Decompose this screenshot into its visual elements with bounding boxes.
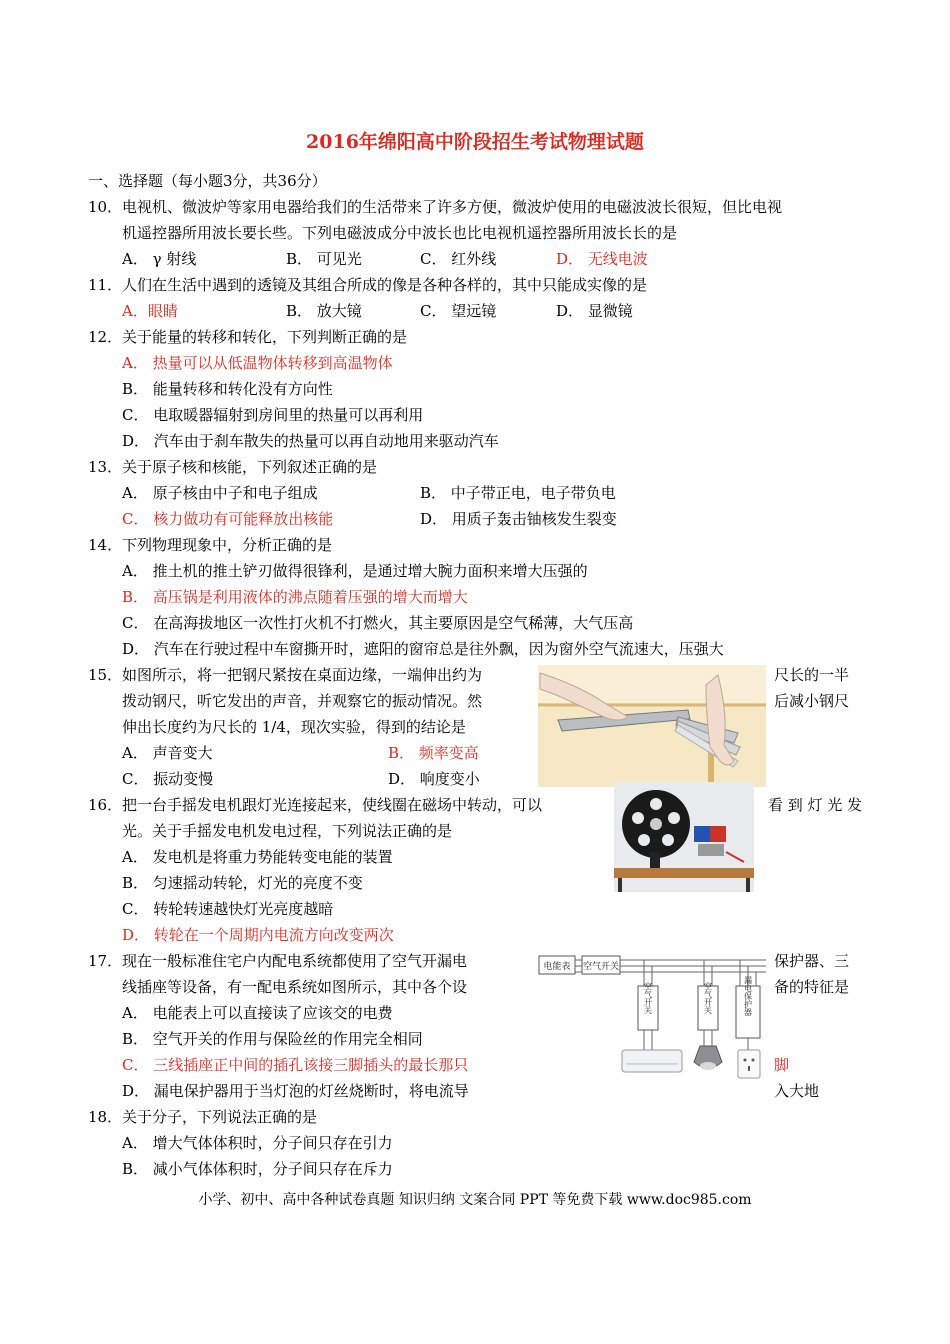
stem-line: 人们在生活中遇到的透镜及其组合所成的像是各种各样的，其中只能成实像的是 (122, 276, 648, 294)
option-a: A． γ 射线 (122, 250, 197, 268)
question-13-stem (88, 456, 377, 478)
question-number: 10． (88, 198, 123, 216)
question-11-stem (88, 274, 647, 296)
option-a: A． 电能表上可以直接读了应该交的电费 (122, 1004, 393, 1022)
option-c-answer: C． 核力做功有可能释放出核能 (122, 510, 334, 528)
option-b-answer: B． 高压锅是利用液体的沸点随着压强的增大而增大 (122, 588, 468, 606)
stem-line-continued: 备的特征是 (774, 978, 850, 996)
option-b: B． 减小气体体积时，分子间只存在斥力 (122, 1160, 393, 1178)
option-b: B． 匀速摇动转轮，灯光的亮度不变 (122, 874, 363, 892)
stem-line: 如图所示，将一把钢尺紧按在桌面边缘，一端伸出约为 (122, 666, 483, 684)
option-d: D． 用质子轰击铀核发生裂变 (420, 510, 617, 528)
option-b: B． 空气开关的作用与保险丝的作用完全相同 (122, 1030, 423, 1048)
question-14-stem (88, 534, 332, 556)
option-b: B． 中子带正电，电子带负电 (420, 484, 616, 502)
option-b: B． 能量转移和转化没有方向性 (122, 380, 333, 398)
page-footer: 小学、初中、高中各种试卷真题 知识归纳 文案合同 PPT 等免费下载 www.doc985.com (198, 1192, 752, 1208)
stem-line: 线插座等设备，有一配电系统如图所示，其中各个设 (122, 978, 468, 996)
question-17-stem (88, 950, 467, 972)
option-b: B． 放大镜 (286, 302, 362, 320)
option-d: D． 响度变小 (388, 770, 480, 788)
option-c: C． 转轮转速越快灯光亮度越暗 (122, 900, 334, 918)
option-d-continued: 入大地 (774, 1082, 820, 1100)
stem-line-continued: 看 到 灯 光 发 (768, 796, 863, 814)
stem-line-continued: 保护器、三 (774, 952, 850, 970)
stem-line: 关于原子核和核能，下列叙述正确的是 (122, 458, 378, 476)
switch-2-label: 空气开关 (703, 982, 713, 1014)
option-c: C． 电取暖器辐射到房间里的热量可以再利用 (122, 406, 424, 424)
page-title: 2016年绵阳高中阶段招生考试物理试题 (306, 131, 644, 153)
question-number: 16． (88, 796, 123, 814)
stem-line: 伸出长度约为尺长的 1/4，现次实验，得到的结论是 (122, 718, 466, 736)
option-d: D． 汽车由于刹车散失的热量可以再自动地用来驱动汽车 (122, 432, 499, 450)
option-a: A． 发电机是将重力势能转变电能的装置 (122, 848, 393, 866)
question-18-stem (88, 1106, 317, 1128)
circuit-diagram (538, 946, 770, 1084)
option-c: C． 振动变慢 (122, 770, 214, 788)
stem-line-continued: 尺长的一半 (774, 666, 850, 684)
option-c: C． 望远镜 (420, 302, 497, 320)
question-number: 15． (88, 666, 123, 684)
option-d: D． 汽车在行驶过程中车窗撕开时，遮阳的窗帘总是往外飘，因为窗外空气流速大，压强大 (122, 640, 724, 658)
option-d-answer: D． 无线电波 (556, 250, 648, 268)
stem-line-continued: 后减小钢尺 (774, 692, 850, 710)
meter-label: 电能表 (543, 962, 571, 972)
stem-line: 下列物理现象中，分析正确的是 (122, 536, 333, 554)
switch-1-label: 空气开关 (643, 982, 653, 1014)
stem-line: 现在一般标准住宅户内配电系统都使用了空气开漏电 (122, 952, 468, 970)
option-a-answer: A． 热量可以从低温物体转移到高温物体 (122, 354, 393, 372)
option-c: C． 红外线 (420, 250, 497, 268)
stem-line: 电视机、微波炉等家用电器给我们的生活带来了许多方便，微波炉使用的电磁波波长很短，但比电视 (122, 198, 783, 216)
question-number: 11． (88, 276, 123, 294)
stem-line: 拨动钢尺，听它发出的声音，并观察它的振动情况。然 (122, 692, 483, 710)
question-number: 13． (88, 458, 123, 476)
option-a: A． 增大气体体积时，分子间只存在引力 (122, 1134, 393, 1152)
option-d-answer: D． 转轮在一个周期内电流方向改变两次 (122, 926, 394, 944)
option-b: B． 可见光 (286, 250, 362, 268)
question-16-stem (88, 794, 542, 816)
stem-line: 把一台手摇发电机跟灯光连接起来，使线圈在磁场中转动，可以 (122, 796, 543, 814)
option-b-answer: B． 频率变高 (388, 744, 479, 762)
main-switch-label: 空气开关 (582, 962, 620, 972)
stem-line: 关于能量的转移和转化，下列判断正确的是 (122, 328, 408, 346)
option-a-answer: A．眼睛 (122, 302, 178, 320)
question-10-stem (88, 196, 782, 218)
stem-line: 光。关于手摇发电机发电过程，下列说法正确的是 (122, 822, 453, 840)
stem-line: 关于分子，下列说法正确的是 (122, 1108, 318, 1126)
question-number: 18． (88, 1108, 123, 1126)
option-a: A． 推土机的推土铲刃做得很锋利，是通过增大腕力面积来增大压强的 (122, 562, 588, 580)
option-d: D． 漏电保护器用于当灯泡的灯丝烧断时，将电流导 (122, 1082, 469, 1100)
option-a: A． 原子核由中子和电子组成 (122, 484, 318, 502)
option-c-answer-continued: 脚 (774, 1056, 790, 1074)
generator-photo (614, 782, 754, 892)
question-15-stem (88, 664, 482, 686)
question-number: 12． (88, 328, 123, 346)
option-c: C． 在高海拔地区一次性打火机不打燃火，其主要原因是空气稀薄，大气压高 (122, 614, 634, 632)
ruler-photo (538, 665, 766, 787)
option-a: A． 声音变大 (122, 744, 213, 762)
option-d: D． 显微镜 (556, 302, 633, 320)
option-c-answer: C． 三线插座正中间的插孔该接三脚插头的最长那只 (122, 1056, 469, 1074)
stem-line: 机遥控器所用波长要长些。下列电磁波成分中波长也比电视机遥控器所用波长长的是 (122, 224, 678, 242)
protector-label: 漏电保护器 (743, 976, 753, 1016)
question-12-stem (88, 326, 407, 348)
question-number: 14． (88, 536, 123, 554)
question-number: 17． (88, 952, 123, 970)
section-heading: 一、选择题（每小题3分，共36分） (88, 172, 327, 190)
